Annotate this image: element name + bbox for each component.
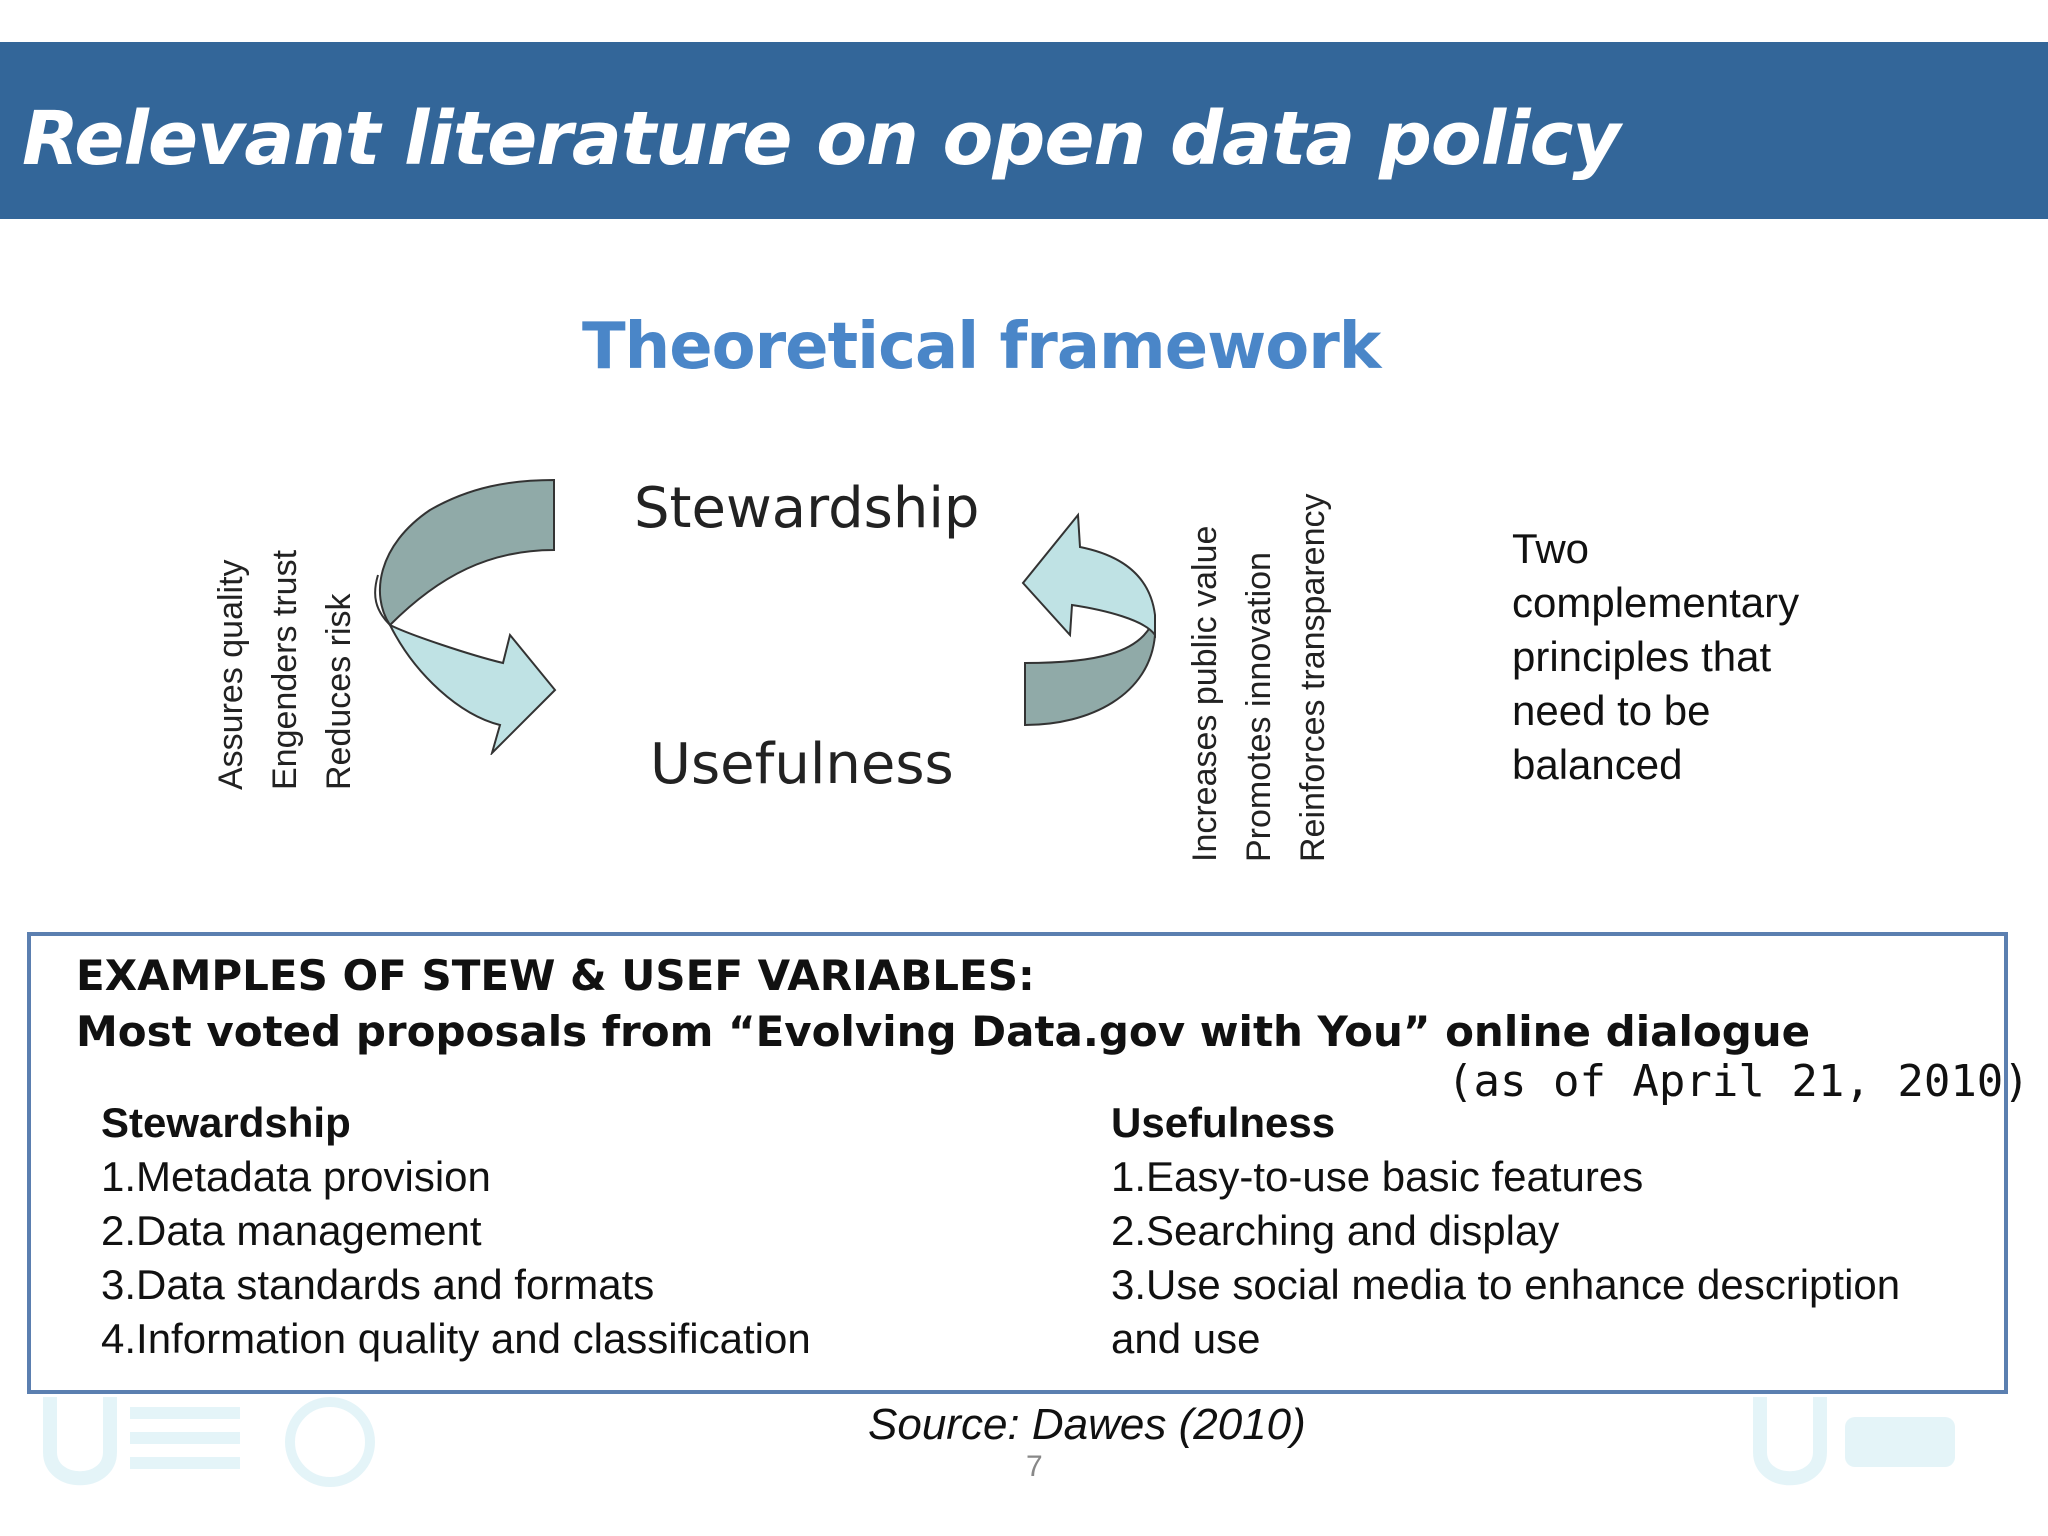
- side-note-line: need to be: [1512, 687, 1711, 734]
- stewardship-column-heading: Stewardship: [101, 1099, 351, 1146]
- examples-box: [27, 932, 2030, 1394]
- faint-logo-left-icon: [40, 1392, 380, 1492]
- right-benefit-item: Promotes innovation: [1240, 552, 1278, 862]
- page-number: 7: [1026, 1450, 1043, 1483]
- source-citation: Source: Dawes (2010): [868, 1400, 1306, 1449]
- stewardship-usefulness-diagram: [190, 420, 1370, 870]
- list-item: 3.Use social media to enhance description: [1111, 1261, 1901, 1308]
- usefulness-column-heading: Usefulness: [1111, 1099, 1336, 1146]
- list-item: 2.Searching and display: [1111, 1207, 1560, 1254]
- usefulness-label: Usefulness: [650, 732, 954, 797]
- list-item: 1.Metadata provision: [101, 1153, 491, 1200]
- right-benefits-list: [1178, 493, 1340, 862]
- stewardship-column: [101, 1096, 811, 1366]
- slide-subtitle: Theoretical framework: [582, 310, 1381, 384]
- list-item: 1.Easy-to-use basic features: [1111, 1153, 1644, 1200]
- examples-heading-line1: EXAMPLES OF STEW & USEF VARIABLES:: [76, 951, 1035, 1000]
- left-benefits-list: [204, 550, 366, 790]
- side-note: [1512, 522, 1852, 792]
- right-benefit-item: Reinforces transparency: [1294, 493, 1332, 862]
- side-note-line: complementary: [1512, 579, 1800, 626]
- right-benefit-item: Increases public value: [1186, 525, 1224, 862]
- list-item: 3.Data standards and formats: [101, 1261, 655, 1308]
- usefulness-column: [1111, 1096, 1900, 1366]
- examples-date-note: (as of April 21, 2010): [1447, 1056, 2030, 1107]
- side-note-line: balanced: [1512, 741, 1683, 788]
- side-note-line: principles that: [1512, 633, 1772, 680]
- left-benefit-item: Engenders trust: [266, 549, 304, 790]
- examples-heading-line2: Most voted proposals from “Evolving Data.gov with You” online dialogue: [76, 1007, 1811, 1056]
- slide-title: Relevant literature on open data policy: [22, 96, 1620, 182]
- list-item: and use: [1111, 1315, 1261, 1362]
- left-benefit-item: Reduces risk: [320, 593, 358, 790]
- side-note-line: Two: [1512, 525, 1590, 572]
- right-curved-arrow-icon: [1020, 495, 1160, 765]
- list-item: 4.Information quality and classification: [101, 1315, 811, 1362]
- faint-logo-right-icon: [1750, 1392, 1970, 1492]
- list-item: 2.Data management: [101, 1207, 482, 1254]
- left-benefit-item: Assures quality: [212, 559, 250, 790]
- left-curved-arrow-icon: [370, 475, 560, 755]
- stewardship-label: Stewardship: [634, 476, 980, 541]
- examples-heading: [76, 948, 1810, 1060]
